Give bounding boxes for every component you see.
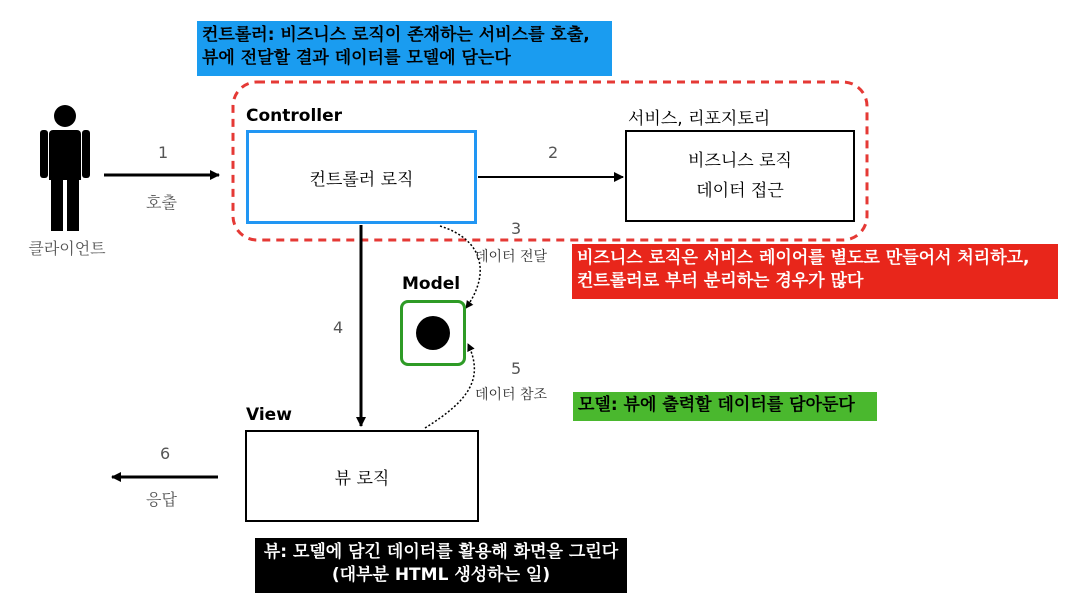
view-note	[255, 538, 627, 593]
controller-box-label: 컨트롤러 로직	[309, 169, 414, 190]
service-box	[625, 130, 855, 222]
model-box	[400, 300, 466, 366]
service-note-line-1: 비즈니스 로직은 서비스 레이어를 별도로 만들어서 처리하고,	[577, 248, 1030, 268]
view-box-label: 뷰 로직	[334, 468, 390, 489]
controller-note-line-1: 컨트롤러: 비즈니스 로직이 존재하는 서비스를 호출,	[202, 25, 590, 45]
client-label: 클라이언트	[28, 239, 106, 258]
arrow-3	[440, 226, 480, 308]
service-box-line-2: 데이터 접근	[696, 181, 784, 201]
step-5-number: 5	[511, 359, 522, 378]
controller-title: Controller	[246, 106, 343, 126]
model-title: Model	[402, 274, 461, 294]
step-1-number: 1	[158, 143, 169, 162]
view-note-line-2: (대부분 HTML 생성하는 일)	[331, 565, 551, 585]
view-title: View	[246, 405, 292, 425]
model-note	[573, 392, 877, 421]
step-1-label: 호출	[146, 193, 177, 212]
model-dot-icon	[416, 316, 450, 350]
client-person-icon	[40, 105, 90, 231]
service-title: 서비스, 리포지토리	[628, 109, 771, 129]
step-5-label: 데이터 참조	[475, 387, 548, 403]
model-note-text: 모델: 뷰에 출력할 데이터를 담아둔다	[578, 395, 855, 415]
step-3-number: 3	[511, 219, 522, 238]
service-box-line-1: 비즈니스 로직	[688, 151, 792, 171]
service-note	[572, 244, 1058, 299]
step-2-number: 2	[548, 143, 559, 162]
controller-note	[197, 21, 612, 76]
service-note-line-2: 컨트롤러로 부터 분리하는 경우가 많다	[577, 271, 864, 291]
controller-box	[246, 130, 477, 224]
step-4-number: 4	[333, 318, 344, 337]
step-3-label: 데이터 전달	[475, 249, 548, 265]
view-box	[245, 430, 479, 522]
controller-note-line-2: 뷰에 전달할 결과 데이터를 모델에 담는다	[202, 48, 511, 68]
step-6-number: 6	[160, 444, 171, 463]
view-note-line-1: 뷰: 모델에 담긴 데이터를 활용해 화면을 그린다	[263, 542, 619, 562]
step-6-label: 응답	[146, 490, 177, 509]
